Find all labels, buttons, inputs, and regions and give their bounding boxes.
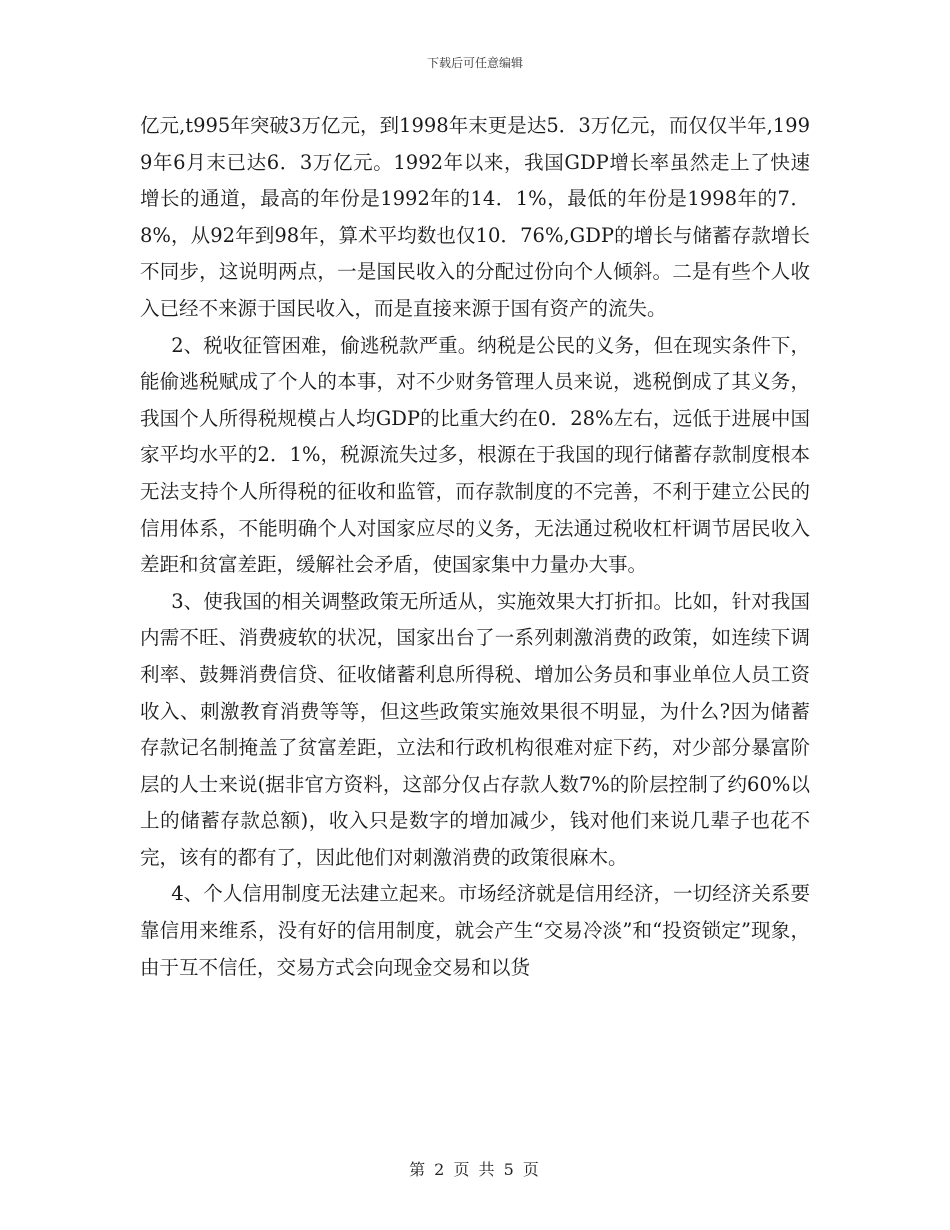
paragraph-credit-system: 4、个人信用制度无法建立起来。市场经济就是信用经济，一切经济关系要靠信用来维系，没有好的信用制度，就会产生“交易冷淡”和“投资锁定”现象，由于互不信任，交易方式会向现金交易和以货 xyxy=(140,882,810,979)
page-header-note: 下载后可任意编辑 xyxy=(426,56,523,70)
paragraph-policy-effects: 3、使我国的相关调整政策无所适从，实施效果大打折扣。比如，针对我国内需不旺、消费疲软的状况，国家出台了一系列刺激消费的政策，如连续下调利率、鼓舞消费信贷、征收储蓄利息所得税、增加公务员和事业单位人员工资收入、刺激教育消费等等，但这些政策实施效果很不明显，为什么?因为储蓄存款记名制掩盖了贫富差距，立法和行政机构很难对症下药，对少部分暴富阶层的人士来说(据非官方资料，这部分仅占存款人数7%的阶层控制了约60%以上的储蓄存款总额)，收入只是数字的增加减少，钱对他们来说几辈子也花不完，该有的都有了，因此他们对刺激消费的政策很麻木。 xyxy=(140,589,810,869)
paragraph-continued: 亿元,t995年突破3万亿元，到1998年末更是达5．3万亿元，而仅仅半年,1999年6月末已达6．3万亿元。1992年以来，我国GDP增长率虽然走上了快速增长的通道，最高的年份是1992年的14．1%，最低的年份是1998年的7．8%，从92年到98年，算术平均数也仅10．76%,GDP的增长与储蓄存款增长不同步，这说明两点，一是国民收入的分配过份向个人倾斜。二是有些个人收入已经不来源于国民收入，而是直接来源于国有资产的流失。 xyxy=(140,114,810,320)
page-number: 第 2 页 共 5 页 xyxy=(409,1160,541,1179)
document-body xyxy=(140,108,810,986)
paragraph-tax-evasion: 2、税收征管困难，偷逃税款严重。纳税是公民的义务，但在现实条件下，能偷逃税赋成了个人的本事，对不少财务管理人员来说，逃税倒成了其义务，我国个人所得税规模占人均GDP的比重大约在0．28%左右，远低于进展中国家平均水平的2．1%，税源流失过多，根源在于我国的现行储蓄存款制度根本无法支持个人所得税的征收和监管，而存款制度的不完善，不利于建立公民的信用体系，不能明确个人对国家应尽的义务，无法通过税收杠杆调节居民收入差距和贫富差距，缓解社会矛盾，使国家集中力量办大事。 xyxy=(140,333,810,577)
